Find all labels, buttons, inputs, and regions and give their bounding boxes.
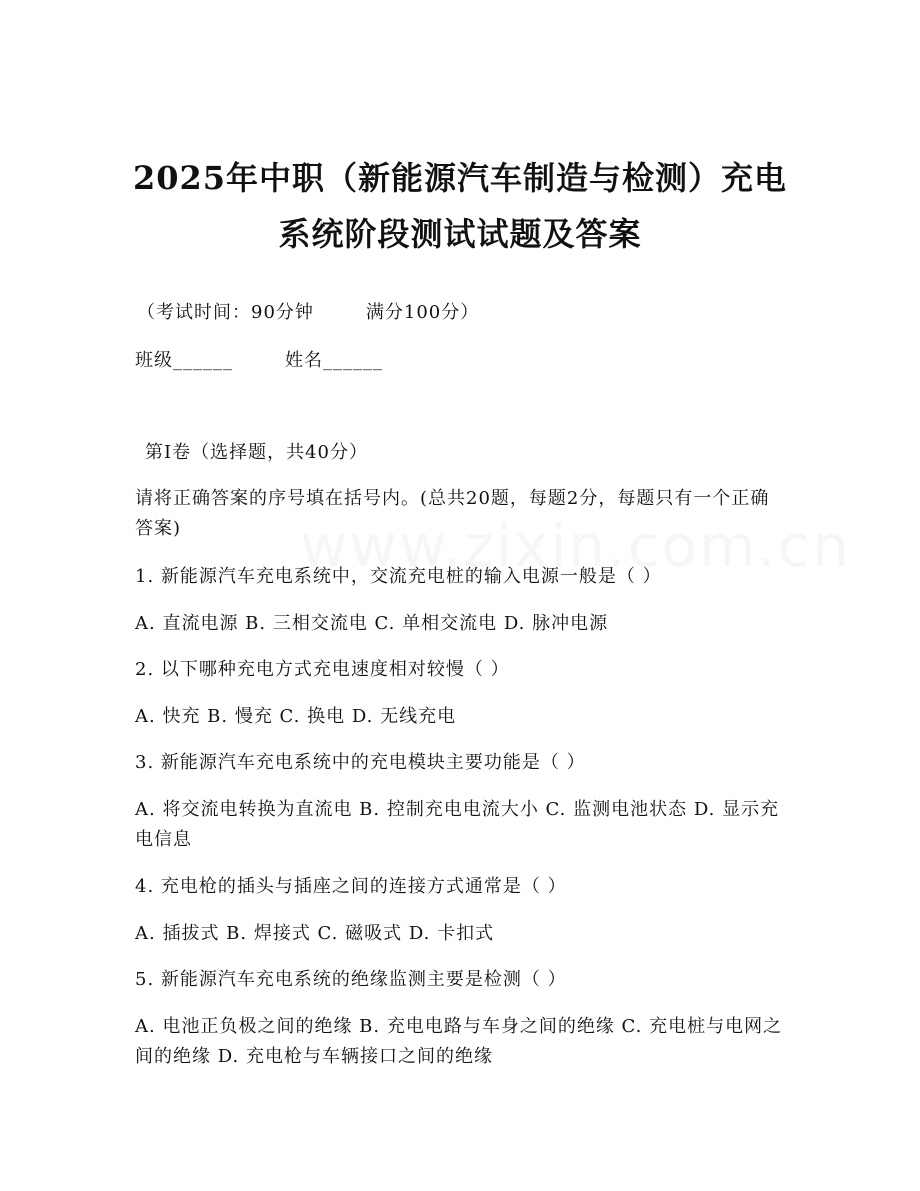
document-title xyxy=(0,150,920,262)
question-5-options: A. 电池正负极之间的绝缘 B. 充电电路与车身之间的绝缘 C. 充电桩与电网之间的绝缘 D. 充电枪与车辆接口之间的绝缘 xyxy=(135,1016,783,1067)
question-1-stem: 1. 新能源汽车充电系统中，交流充电桩的输入电源一般是（ ） xyxy=(135,566,662,587)
exam-time: （考试时间：90分钟 xyxy=(137,302,314,323)
exam-score: 满分100分） xyxy=(365,302,480,323)
question-2-stem: 2. 以下哪种充电方式充电速度相对较慢（ ） xyxy=(135,659,510,680)
question-4-options: A. 插拔式 B. 焊接式 C. 磁吸式 D. 卡扣式 xyxy=(135,923,495,944)
section-instructions: 请将正确答案的序号填在括号内。(总共20题，每题2分，每题只有一个正确答案) xyxy=(135,488,770,539)
name-field: 姓名______ xyxy=(285,350,383,371)
title-line-2: 系统阶段测试试题及答案 xyxy=(278,215,642,253)
student-fields xyxy=(135,346,383,376)
question-3-options: A. 将交流电转换为直流电 B. 控制充电电流大小 C. 监测电池状态 D. 显示充电信息 xyxy=(135,799,780,850)
question-1-options: A. 直流电源 B. 三相交流电 C. 单相交流电 D. 脉冲电源 xyxy=(135,613,609,634)
section-heading: 第Ⅰ卷（选择题，共40分） xyxy=(145,442,369,463)
question-5-stem: 5. 新能源汽车充电系统的绝缘监测主要是检测（ ） xyxy=(135,969,567,990)
question-4-stem: 4. 充电枪的插头与插座之间的连接方式通常是（ ） xyxy=(135,876,567,897)
question-3-stem: 3. 新能源汽车充电系统中的充电模块主要功能是（ ） xyxy=(135,752,586,773)
title-line-1: 2025年中职（新能源汽车制造与检测）充电 xyxy=(132,159,788,197)
exam-info xyxy=(137,298,479,328)
question-2-options: A. 快充 B. 慢充 C. 换电 D. 无线充电 xyxy=(135,706,457,727)
class-field: 班级______ xyxy=(135,350,233,371)
